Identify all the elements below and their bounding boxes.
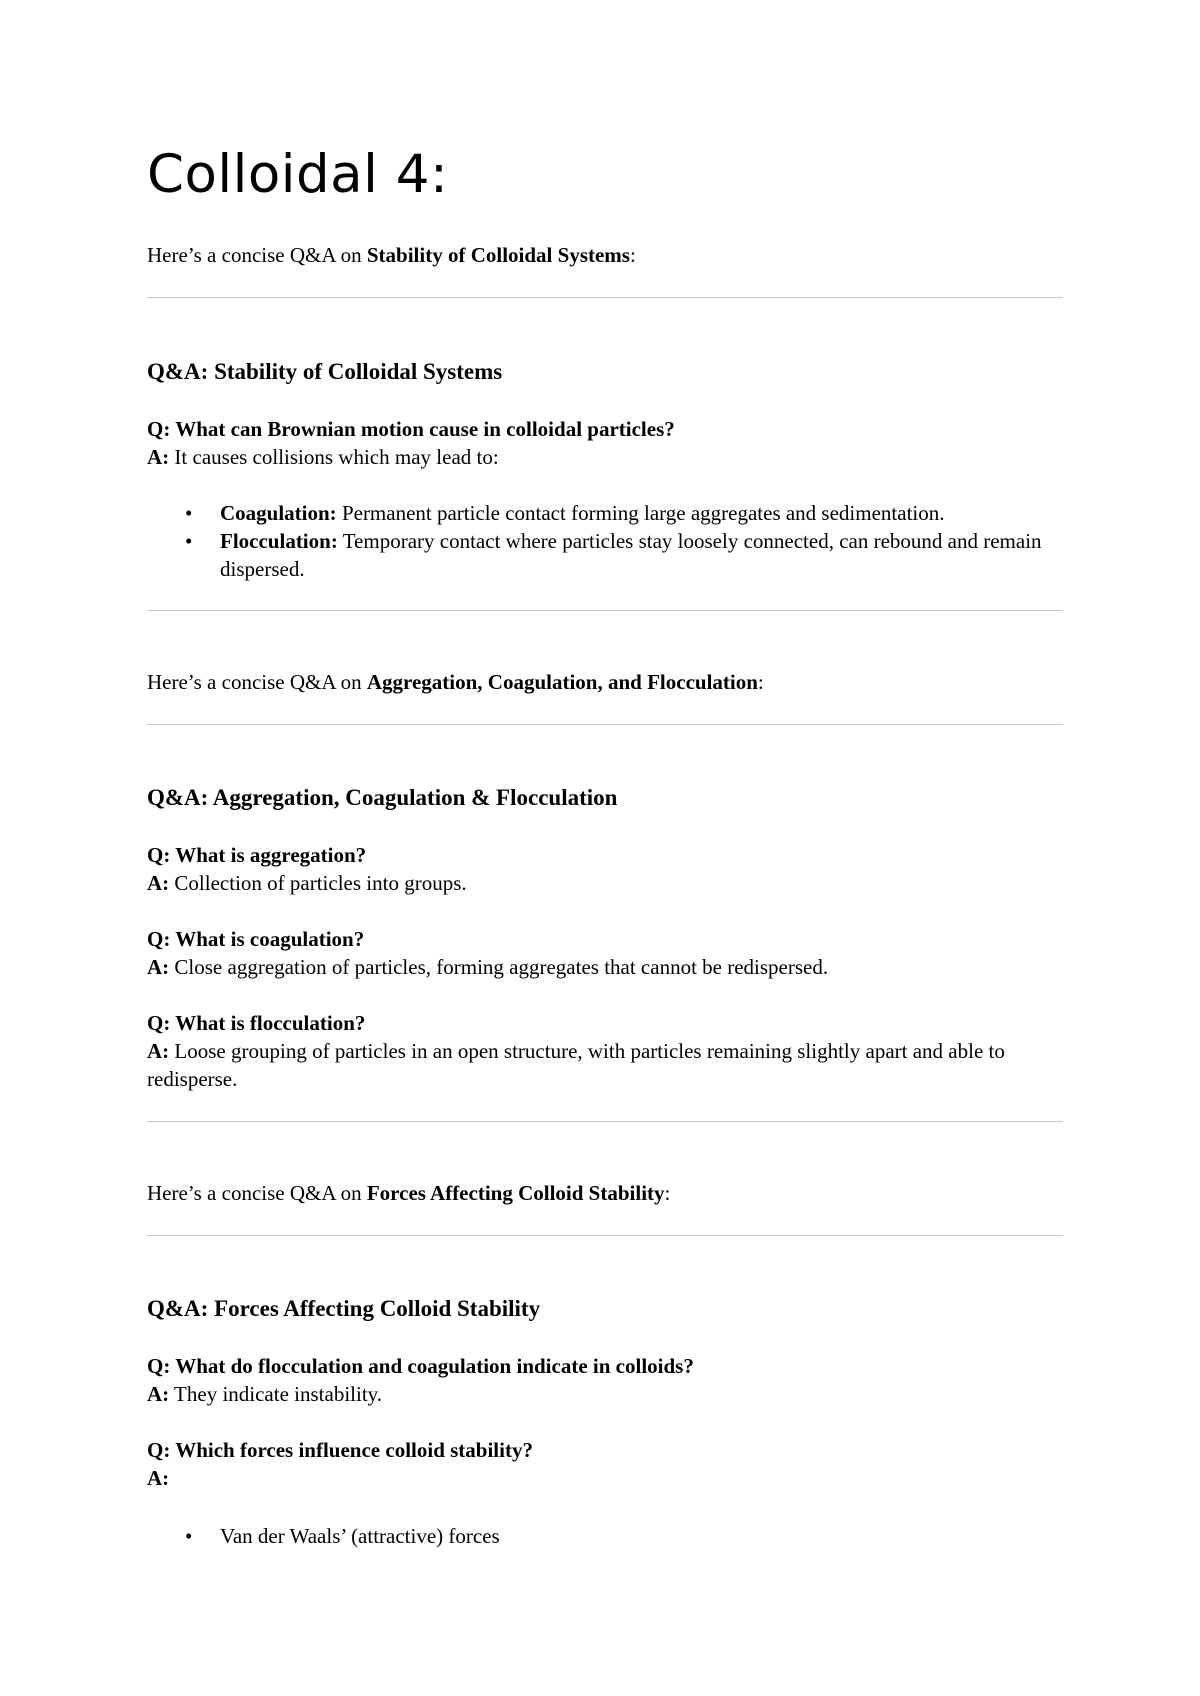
divider (147, 1235, 1063, 1236)
answer: A: Collection of particles into groups. (147, 871, 467, 895)
divider (147, 610, 1063, 611)
section-heading: Q&A: Stability of Colloidal Systems (147, 359, 503, 384)
bullet-icon: • (185, 501, 193, 525)
answer: A: Loose grouping of particles in an open structure, with particles remaining slightly apart and able to redisperse. (147, 1039, 1005, 1091)
section-heading: Q&A: Aggregation, Coagulation & Flocculation (147, 785, 618, 810)
bullet-list (147, 499, 1063, 583)
qa-item (147, 925, 1063, 981)
answer: A: It causes collisions which may lead to: (147, 445, 499, 469)
qa-item (147, 1009, 1063, 1093)
bullet-list (147, 1522, 1063, 1550)
divider (147, 297, 1063, 298)
question: Q: What is flocculation? (147, 1011, 366, 1035)
answer: A: Close aggregation of particles, forming aggregates that cannot be redispersed. (147, 955, 829, 979)
qa-item (147, 415, 1063, 471)
section-intro: Here’s a concise Q&A on Forces Affecting Colloid Stability: (147, 1181, 671, 1205)
question: Q: What is aggregation? (147, 843, 367, 867)
list-item: • Van der Waals’ (attractive) forces (185, 1524, 500, 1548)
divider (147, 1121, 1063, 1122)
qa-item (147, 1436, 1063, 1492)
list-item: • Coagulation: Permanent particle contact forming large aggregates and sedimentation. (185, 501, 945, 525)
question: Q: Which forces influence colloid stability? (147, 1438, 533, 1462)
section-intro: Here’s a concise Q&A on Stability of Colloidal Systems: (147, 243, 636, 267)
answer: A: (147, 1466, 170, 1490)
section-intro: Here’s a concise Q&A on Aggregation, Coagulation, and Flocculation: (147, 670, 764, 694)
answer: A: They indicate instability. (147, 1382, 383, 1406)
bullet-icon: • (185, 1524, 193, 1548)
qa-item (147, 1352, 1063, 1408)
list-item: • Flocculation: Temporary contact where particles stay loosely connected, can rebound and remain dispersed. (185, 529, 1042, 581)
divider (147, 724, 1063, 725)
section-heading: Q&A: Forces Affecting Colloid Stability (147, 1296, 541, 1321)
document-title: Colloidal 4: (147, 144, 449, 205)
qa-item (147, 841, 1063, 897)
question: Q: What can Brownian motion cause in colloidal particles? (147, 417, 675, 441)
bullet-icon: • (185, 529, 193, 553)
question: Q: What is coagulation? (147, 927, 365, 951)
question: Q: What do flocculation and coagulation indicate in colloids? (147, 1354, 694, 1378)
